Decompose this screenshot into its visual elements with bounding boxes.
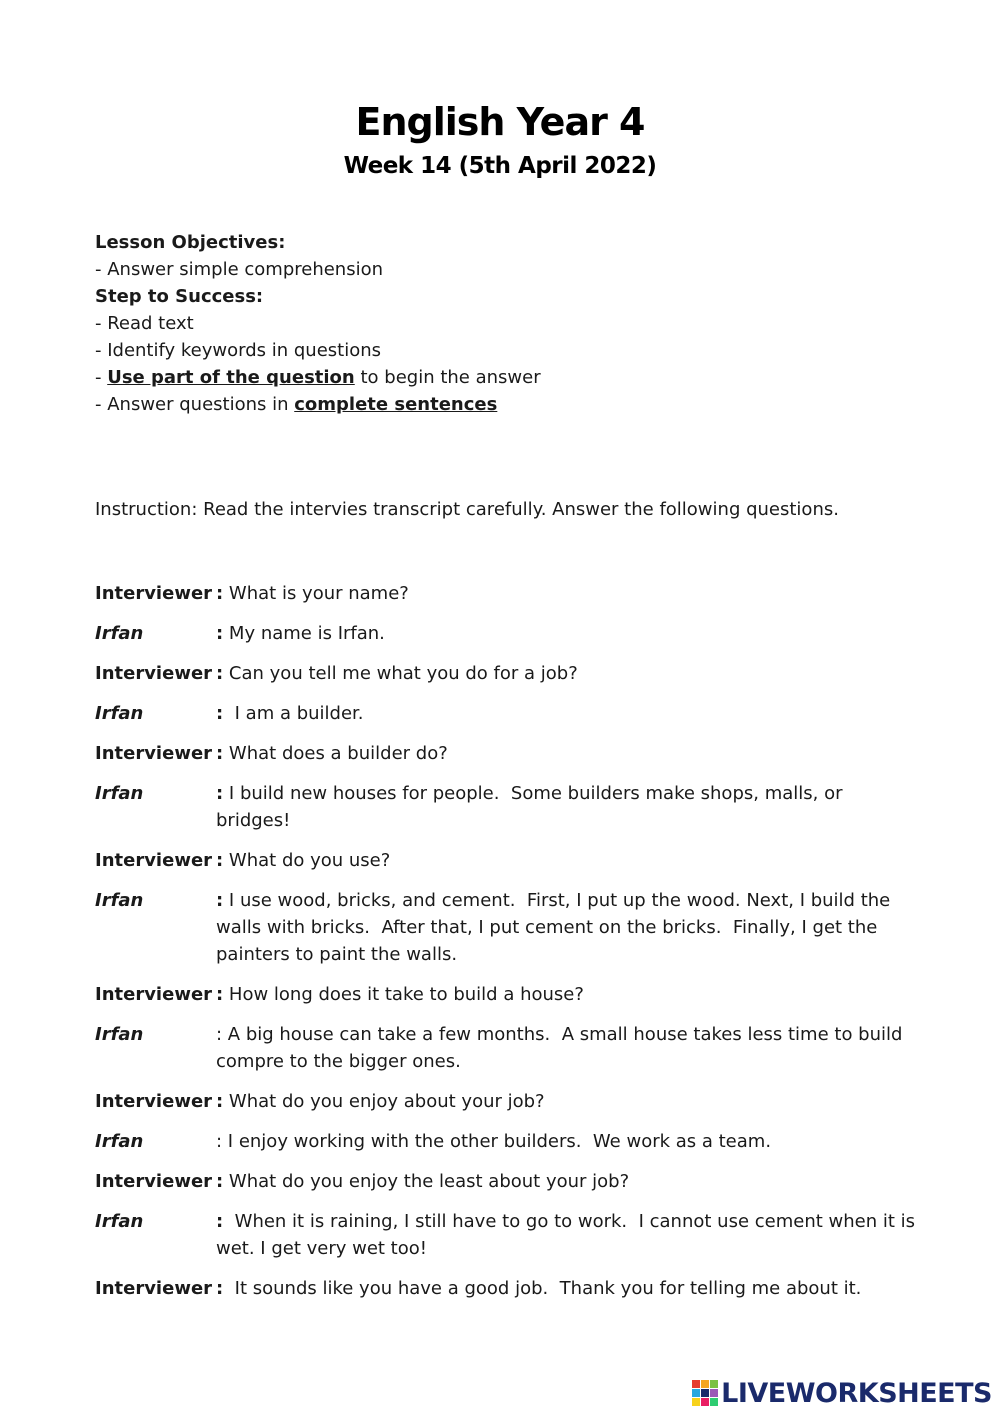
- dialogue-line: It sounds like you have a good job. Thank you for telling me about it.: [223, 1278, 862, 1299]
- speaker-label: Interviewer: [95, 1091, 213, 1112]
- dialogue-colon: :: [216, 1211, 224, 1232]
- liveworksheets-logo: [692, 1376, 992, 1410]
- logo-square: [692, 1389, 700, 1397]
- speaker-label: Interviewer: [95, 663, 213, 684]
- speaker-label: Irfan: [95, 623, 144, 644]
- dialogue-colon: :: [216, 703, 224, 724]
- dialogue-line: I am a builder.: [223, 703, 364, 724]
- objective-item: - Answer simple comprehension: [95, 259, 384, 280]
- dialogue-text: [216, 1168, 915, 1195]
- transcript-row: [95, 847, 915, 874]
- dialogue-text: [216, 887, 915, 968]
- step-emphasis: Use part of the question: [107, 367, 355, 388]
- instruction-text: Instruction: Read the intervies transcript carefully. Answer the following questions.: [95, 499, 839, 520]
- dialogue-text: [216, 580, 915, 607]
- step-prefix: - Answer questions in: [95, 394, 295, 415]
- transcript-row: [95, 887, 915, 968]
- step-item: - Identify keywords in questions: [95, 340, 382, 361]
- speaker-label: Interviewer: [95, 583, 213, 604]
- transcript-row: [95, 780, 915, 834]
- logo-square: [710, 1398, 718, 1406]
- objectives-section: [95, 229, 915, 418]
- dialogue-line: What do you enjoy about your job?: [223, 1091, 545, 1112]
- logo-grid-icon: [692, 1380, 718, 1406]
- transcript-row: [95, 1128, 915, 1155]
- speaker-label: Interviewer: [95, 850, 213, 871]
- dialogue-colon: :: [216, 984, 224, 1005]
- dialogue-text: [216, 620, 915, 647]
- dialogue-text: [216, 1208, 921, 1262]
- transcript-row: [95, 700, 915, 727]
- speaker-label: Irfan: [95, 783, 144, 804]
- dialogue-line: What does a builder do?: [223, 743, 448, 764]
- dialogue-line: What is your name?: [223, 583, 409, 604]
- page-subtitle: Week 14 (5th April 2022): [343, 153, 657, 179]
- speaker-label: Irfan: [95, 703, 144, 724]
- dialogue-line: My name is Irfan.: [223, 623, 385, 644]
- transcript-row: [95, 1275, 915, 1302]
- dialogue-colon: :: [216, 1171, 224, 1192]
- dialogue-line: How long does it take to build a house?: [223, 984, 584, 1005]
- logo-square: [701, 1389, 709, 1397]
- dialogue-text: [216, 1088, 915, 1115]
- dialogue-colon: :: [216, 890, 224, 911]
- logo-square: [710, 1380, 718, 1388]
- dialogue-line: When it is raining, I still have to go to work. I cannot use cement when it is wet. I get very wet too!: [216, 1211, 921, 1259]
- logo-square: [710, 1389, 718, 1397]
- step-item: [95, 391, 915, 418]
- dialogue-colon: :: [216, 783, 224, 804]
- transcript-row: [95, 1021, 915, 1075]
- transcript-row: [95, 580, 915, 607]
- dialogue-text: [216, 1021, 915, 1075]
- dialogue-colon: :: [216, 623, 224, 644]
- speaker-label: Irfan: [95, 890, 144, 911]
- logo-square: [692, 1398, 700, 1406]
- dialogue-colon: :: [216, 583, 224, 604]
- speaker-label: Irfan: [95, 1024, 144, 1045]
- interview-transcript: [95, 580, 921, 1315]
- dialogue-colon: :: [216, 663, 224, 684]
- speaker-label: Irfan: [95, 1131, 144, 1152]
- dialogue-text: [216, 740, 915, 767]
- dialogue-line: Can you tell me what you do for a job?: [223, 663, 578, 684]
- dialogue-line: : I enjoy working with the other builders. We work as a team.: [216, 1131, 772, 1152]
- logo-text: LIVEWORKSHEETS: [721, 1377, 992, 1409]
- dialogue-line: What do you use?: [223, 850, 391, 871]
- transcript-row: [95, 660, 915, 687]
- transcript-row: [95, 620, 915, 647]
- dialogue-colon: :: [216, 1091, 224, 1112]
- speaker-label: Interviewer: [95, 984, 213, 1005]
- dialogue-text: [216, 981, 915, 1008]
- dialogue-text: [216, 847, 915, 874]
- page-title: English Year 4: [355, 100, 645, 144]
- step-item: [95, 364, 915, 391]
- step-suffix: to begin the answer: [354, 367, 541, 388]
- dialogue-text: [216, 660, 915, 687]
- dialogue-colon: :: [216, 1278, 224, 1299]
- step-emphasis: complete sentences: [294, 394, 498, 415]
- dialogue-colon: :: [216, 743, 224, 764]
- transcript-row: [95, 981, 915, 1008]
- logo-square: [701, 1398, 709, 1406]
- transcript-row: [95, 1208, 921, 1262]
- transcript-row: [95, 1168, 915, 1195]
- step-prefix: -: [95, 367, 108, 388]
- dialogue-text: [216, 700, 915, 727]
- step-item: - Read text: [95, 313, 194, 334]
- steps-heading: Step to Success:: [95, 286, 264, 307]
- speaker-label: Interviewer: [95, 743, 213, 764]
- speaker-label: Interviewer: [95, 1278, 213, 1299]
- dialogue-colon: :: [216, 850, 224, 871]
- objectives-heading: Lesson Objectives:: [95, 232, 286, 253]
- dialogue-text: [216, 1275, 915, 1302]
- dialogue-text: [216, 780, 915, 834]
- dialogue-line: I build new houses for people. Some builders make shops, malls, or bridges!: [216, 783, 849, 831]
- dialogue-line: : A big house can take a few months. A small house takes less time to build compre to the bigger ones.: [216, 1024, 909, 1072]
- speaker-label: Interviewer: [95, 1171, 213, 1192]
- dialogue-text: [216, 1128, 915, 1155]
- dialogue-line: I use wood, bricks, and cement. First, I put up the wood. Next, I build the walls with bricks. After that, I put cement on the bricks. Finally, I get the painters to paint the walls.: [216, 890, 896, 965]
- dialogue-line: What do you enjoy the least about your job?: [223, 1171, 630, 1192]
- transcript-row: [95, 1088, 915, 1115]
- transcript-row: [95, 740, 915, 767]
- logo-square: [692, 1380, 700, 1388]
- logo-square: [701, 1380, 709, 1388]
- speaker-label: Irfan: [95, 1211, 144, 1232]
